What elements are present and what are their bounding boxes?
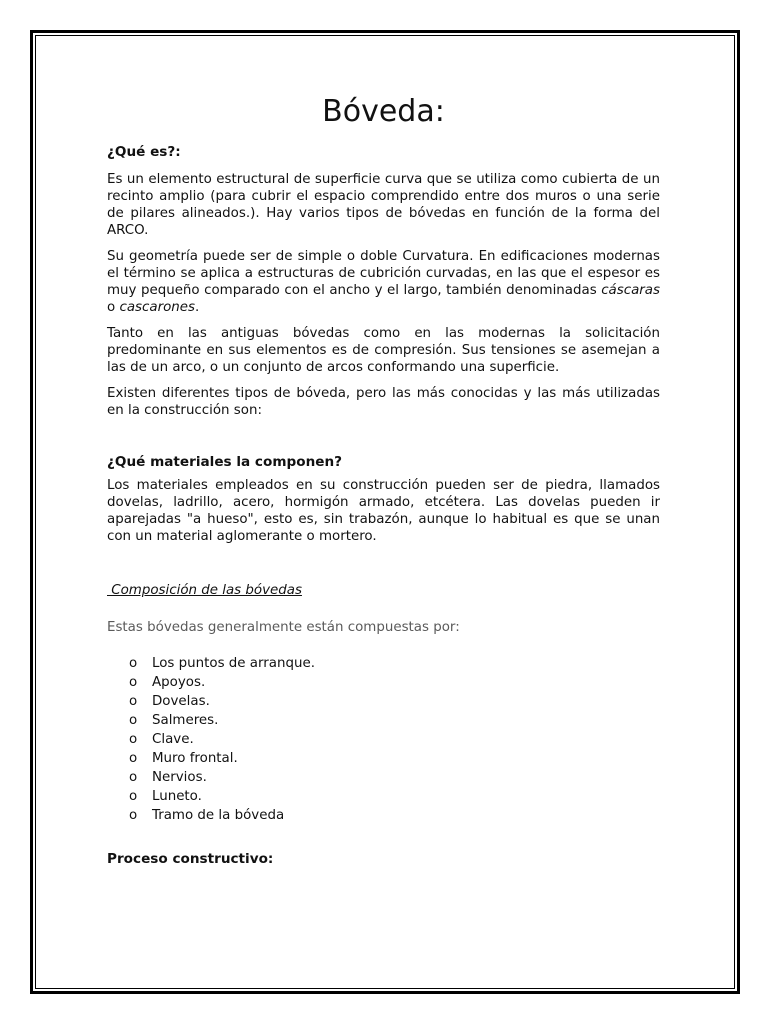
geometry-text-before: Su geometría puede ser de simple o doble Curvatura. En edificaciones modernas el término se aplica a estructuras de cubrición curvadas, en las que el espesor es muy pequeño comparado con el ancho y el largo, también denominadas [107,249,660,298]
bullet-circle-icon: o [129,713,138,728]
list-item [129,711,660,730]
list-item-label: Luneto. [152,789,202,804]
bullet-circle-icon: o [129,694,138,709]
composition-parts-list [107,654,660,825]
list-item [129,806,660,825]
section-heading-proceso: Proceso constructivo: [107,851,274,867]
geometry-text-after: . [194,300,200,315]
bullet-circle-icon: o [129,751,138,766]
bullet-circle-icon: o [129,770,138,785]
geometry-term-cascaras: cáscaras [601,283,660,298]
list-item [129,787,660,806]
bullet-circle-icon: o [129,789,138,804]
bullet-circle-icon: o [129,808,138,823]
list-item [129,749,660,768]
section-heading-que-es: ¿Qué es?: [107,144,181,160]
list-item-label: Muro frontal. [152,751,238,766]
paragraph-geometry [107,248,660,316]
section-heading-materiales: ¿Qué materiales la componen? [107,454,343,470]
list-item [129,692,660,711]
composition-link[interactable]: Composición de las bóvedas [107,583,302,598]
paragraph-definition: Es un elemento estructural de superficie curva que se utiliza como cubierta de un recinto amplio (para cubrir el espacio comprendido entre dos muros o una serie de pilares alineados.). Hay varios tipos de bóvedas en función de la forma del ARCO. [107,172,660,238]
paragraph-materials: Los materiales empleados en su construcción pueden ser de piedra, llamados dovelas, ladrillo, acero, hormigón armado, etcétera. Las dovelas pueden ir aparejadas "a hueso", esto es, sin trabazón, aunque lo habitual es que se unan con un material aglomerante o mortero. [107,478,660,544]
paragraph-types: Existen diferentes tipos de bóveda, pero las más conocidas y las más utilizadas en la construcción son: [107,386,660,418]
list-item [129,730,660,749]
document-title: Bóveda: [322,94,445,129]
bullet-circle-icon: o [129,656,138,671]
list-item-label: Salmeres. [152,713,219,728]
list-item [129,768,660,787]
list-item-label: Clave. [152,732,194,747]
list-item [129,673,660,692]
bullet-circle-icon: o [129,675,138,690]
paragraph-compression: Tanto en las antiguas bóvedas como en las modernas la solicitación predominante en sus elementos es de compresión. Sus tensiones se asemejan a las de un arco, o un conjunto de arcos conformando una superficie. [107,326,660,375]
geometry-text-middle: o [107,300,120,315]
list-item-label: Tramo de la bóveda [152,808,285,823]
list-item [129,654,660,673]
list-item-label: Apoyos. [152,675,206,690]
document-content [107,92,660,878]
spacer [107,554,660,582]
spacer [107,428,660,454]
geometry-term-cascarones: cascarones [119,300,195,315]
list-item-label: Nervios. [152,770,207,785]
list-item-label: Dovelas. [152,694,210,709]
composition-intro: Estas bóvedas generalmente están compuestas por: [107,620,460,635]
list-item-label: Los puntos de arranque. [152,656,315,671]
bullet-circle-icon: o [129,732,138,747]
